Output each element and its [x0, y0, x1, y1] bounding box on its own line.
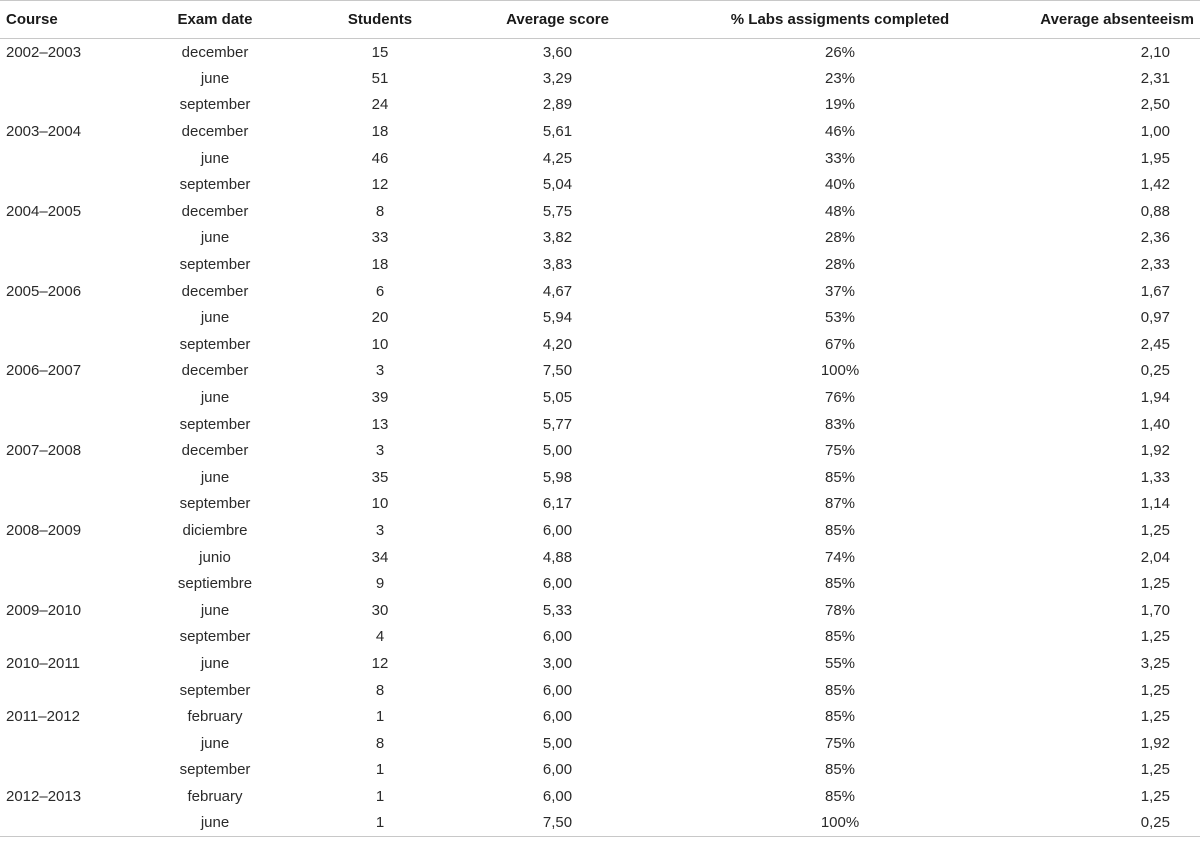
cell-students: 1: [310, 810, 450, 837]
table-row: [0, 331, 1200, 358]
cell-labs-completed: 40%: [824, 176, 856, 194]
cell-labs-completed: 85%: [824, 787, 856, 805]
cell-students: 34: [371, 548, 389, 566]
cell-average-absenteeism: 2,04: [1140, 548, 1170, 566]
cell-students: 35: [371, 468, 389, 486]
cell-exam-date: december: [181, 442, 249, 460]
table-row: [0, 145, 1200, 172]
table-header: [0, 1, 1200, 39]
header-row: [0, 1, 1200, 39]
cell-labs-completed: 85%: [824, 761, 856, 779]
cell-average-score: 2,89: [542, 96, 573, 114]
cell-students: 3: [375, 362, 385, 380]
cell-average-score: 3,60: [542, 43, 573, 61]
cell-average-absenteeism: 1,70: [1140, 601, 1170, 619]
cell-course: 2006–2007: [6, 362, 82, 380]
cell-course: [0, 384, 120, 411]
cell-average-score: 6,00: [542, 575, 573, 593]
cell-average-score: 3,29: [542, 69, 573, 87]
cell-course: [0, 411, 120, 438]
cell-exam-date: junio: [199, 548, 231, 566]
cell-students: 8: [375, 681, 385, 699]
cell-course: 2012–2013: [6, 787, 82, 805]
cell-average-absenteeism: 2,33: [1140, 256, 1170, 274]
cell-exam-date: september: [179, 681, 251, 699]
table-row: [0, 570, 1200, 597]
cell-students: 1: [375, 708, 385, 726]
cell-average-score: 4,20: [542, 335, 573, 353]
cell-average-absenteeism: 2,10: [1140, 43, 1170, 61]
cell-students: 18: [371, 256, 389, 274]
cell-average-absenteeism: 1,00: [1140, 123, 1170, 141]
cell-average-score: 6,00: [542, 628, 573, 646]
cell-average-absenteeism: 2,45: [1140, 335, 1170, 353]
cell-labs-completed: 78%: [824, 601, 856, 619]
cell-average-score: 6,00: [542, 521, 573, 539]
cell-course: [0, 677, 120, 704]
table-row: [0, 810, 1200, 837]
cell-exam-date: september: [179, 495, 251, 513]
cell-average-absenteeism: 1,42: [1140, 176, 1170, 194]
cell-average-absenteeism: 3,25: [1140, 654, 1170, 672]
cell-course: [0, 570, 120, 597]
cell-course: [0, 171, 120, 198]
cell-course: 2011–2012: [6, 708, 80, 726]
cell-students: 1: [375, 761, 385, 779]
cell-exam-date: september: [179, 628, 251, 646]
cell-course: [0, 145, 120, 172]
table-row: [0, 92, 1200, 119]
cell-labs-completed: 28%: [824, 229, 856, 247]
cell-course: [0, 65, 120, 92]
table-row: [0, 650, 1200, 677]
cell-labs-completed: 37%: [824, 282, 856, 300]
table-row: [0, 703, 1200, 730]
cell-students: 13: [371, 415, 389, 433]
cell-labs-completed: 23%: [824, 69, 856, 87]
cell-labs-completed: 85%: [824, 575, 856, 593]
column-header-average-absenteeism: Average absenteeism: [1015, 1, 1200, 39]
cell-average-score: 5,33: [542, 601, 573, 619]
cell-exam-date: june: [200, 69, 230, 87]
cell-exam-date: june: [200, 229, 230, 247]
table-row: [0, 411, 1200, 438]
cell-students: 3: [375, 521, 385, 539]
cell-course: [0, 544, 120, 571]
cell-average-absenteeism: 1,25: [1140, 708, 1170, 726]
cell-course: [0, 251, 120, 278]
cell-exam-date: september: [179, 256, 251, 274]
cell-students: 10: [371, 495, 389, 513]
cell-average-absenteeism: 1,14: [1140, 495, 1170, 513]
cell-exam-date: june: [200, 309, 230, 327]
cell-average-score: 5,00: [542, 442, 573, 460]
table-row: [0, 358, 1200, 385]
cell-average-absenteeism: 2,31: [1140, 69, 1170, 87]
table-row: [0, 65, 1200, 92]
cell-labs-completed: 75%: [824, 734, 856, 752]
cell-course: [0, 730, 120, 757]
cell-students: 39: [371, 389, 389, 407]
cell-students: 1: [375, 787, 385, 805]
cell-students: 33: [371, 229, 389, 247]
cell-average-absenteeism: 1,95: [1140, 149, 1170, 167]
cell-students: 4: [375, 628, 385, 646]
cell-average-score: 5,75: [542, 202, 573, 220]
cell-labs-completed: 28%: [824, 256, 856, 274]
table-row: [0, 491, 1200, 518]
cell-average-score: 3,82: [542, 229, 573, 247]
cell-average-absenteeism: 0,88: [1140, 202, 1170, 220]
cell-average-absenteeism: 2,36: [1140, 229, 1170, 247]
table-row: [0, 597, 1200, 624]
table-row: [0, 171, 1200, 198]
table-row: [0, 118, 1200, 145]
cell-course: 2007–2008: [6, 442, 82, 460]
cell-exam-date: june: [200, 468, 230, 486]
cell-labs-completed: 33%: [824, 149, 856, 167]
cell-students: 3: [375, 442, 385, 460]
cell-average-score: 5,61: [542, 123, 573, 141]
column-header-students: Students: [310, 1, 450, 39]
cell-students: 9: [375, 575, 385, 593]
cell-labs-completed: 85%: [824, 708, 856, 726]
cell-average-score: 3,83: [542, 256, 573, 274]
cell-course: 2010–2011: [6, 654, 80, 672]
cell-average-score: 6,00: [542, 761, 573, 779]
cell-average-score: 5,05: [542, 389, 573, 407]
cell-exam-date: december: [181, 43, 249, 61]
cell-students: 8: [375, 202, 385, 220]
cell-average-score: 6,00: [542, 708, 573, 726]
cell-labs-completed: 75%: [824, 442, 856, 460]
table-row: [0, 730, 1200, 757]
cell-average-absenteeism: 1,94: [1140, 389, 1170, 407]
cell-average-absenteeism: 1,92: [1140, 734, 1170, 752]
table-row: [0, 225, 1200, 252]
cell-labs-completed: 74%: [824, 548, 856, 566]
cell-labs-completed: 85%: [824, 468, 856, 486]
cell-labs-completed: 48%: [824, 202, 856, 220]
cell-average-score: 7,50: [542, 362, 573, 380]
cell-average-score: 6,17: [542, 495, 573, 513]
cell-average-absenteeism: 0,25: [1140, 362, 1170, 380]
cell-average-absenteeism: 1,67: [1140, 282, 1170, 300]
cell-exam-date: diciembre: [182, 521, 248, 539]
cell-exam-date: september: [179, 761, 251, 779]
cell-average-absenteeism: 1,25: [1140, 681, 1170, 699]
cell-labs-completed: 53%: [824, 309, 856, 327]
cell-labs-completed: 19%: [824, 96, 856, 114]
column-header-course: Course: [0, 1, 120, 39]
table-row: [0, 624, 1200, 651]
cell-exam-date: december: [181, 123, 249, 141]
cell-exam-date: june: [200, 389, 230, 407]
cell-labs-completed: 26%: [824, 43, 856, 61]
cell-course: 2005–2006: [6, 282, 82, 300]
cell-exam-date: septiembre: [177, 575, 253, 593]
cell-course: 2008–2009: [6, 521, 82, 539]
cell-students: 30: [371, 601, 389, 619]
cell-labs-completed: 85%: [824, 681, 856, 699]
table-row: [0, 278, 1200, 305]
cell-students: 8: [375, 734, 385, 752]
cell-course: [0, 624, 120, 651]
cell-average-absenteeism: 0,97: [1140, 309, 1170, 327]
table-row: [0, 39, 1200, 66]
cell-labs-completed: 100%: [820, 362, 860, 380]
cell-labs-completed: 85%: [824, 521, 856, 539]
cell-course: 2004–2005: [6, 202, 82, 220]
cell-average-score: 7,50: [450, 810, 665, 837]
cell-course: [0, 304, 120, 331]
cell-exam-date: february: [187, 787, 243, 805]
cell-average-absenteeism: 2,50: [1140, 96, 1170, 114]
cell-course: [0, 464, 120, 491]
cell-average-score: 6,00: [542, 681, 573, 699]
cell-course: 2002–2003: [6, 43, 82, 61]
table-row: [0, 517, 1200, 544]
table-row: [0, 304, 1200, 331]
cell-students: 20: [371, 309, 389, 327]
cell-exam-date: june: [200, 654, 230, 672]
cell-labs-completed: 76%: [824, 389, 856, 407]
cell-average-score: 5,94: [542, 309, 573, 327]
table-row: [0, 198, 1200, 225]
column-header-average-score: Average score: [450, 1, 665, 39]
cell-average-score: 5,04: [542, 176, 573, 194]
cell-exam-date: september: [179, 335, 251, 353]
cell-average-absenteeism: 0,25: [1015, 810, 1200, 837]
cell-average-score: 6,00: [542, 787, 573, 805]
cell-course: 2003–2004: [6, 123, 82, 141]
table-row: [0, 437, 1200, 464]
table-row: [0, 783, 1200, 810]
cell-course: [0, 331, 120, 358]
cell-average-absenteeism: 1,92: [1140, 442, 1170, 460]
cell-exam-date: september: [179, 415, 251, 433]
cell-average-score: 4,25: [542, 149, 573, 167]
cell-students: 12: [371, 176, 389, 194]
cell-students: 46: [371, 149, 389, 167]
table-row: [0, 464, 1200, 491]
table-body: [0, 39, 1200, 837]
cell-labs-completed: 85%: [824, 628, 856, 646]
table-row: [0, 251, 1200, 278]
cell-labs-completed: 100%: [665, 810, 1015, 837]
cell-course: 2009–2010: [6, 601, 82, 619]
cell-exam-date: december: [181, 362, 249, 380]
cell-students: 15: [371, 43, 389, 61]
table-row: [0, 544, 1200, 571]
cell-exam-date: december: [181, 202, 249, 220]
cell-average-absenteeism: 1,25: [1140, 628, 1170, 646]
cell-average-absenteeism: 1,25: [1140, 761, 1170, 779]
cell-average-score: 5,00: [542, 734, 573, 752]
cell-exam-date: june: [200, 734, 230, 752]
cell-average-score: 3,00: [542, 654, 573, 672]
cell-students: 24: [371, 96, 389, 114]
cell-average-absenteeism: 1,40: [1140, 415, 1170, 433]
cell-labs-completed: 55%: [824, 654, 856, 672]
cell-labs-completed: 67%: [824, 335, 856, 353]
cell-students: 10: [371, 335, 389, 353]
cell-average-score: 5,77: [542, 415, 573, 433]
cell-course: [0, 225, 120, 252]
cell-average-absenteeism: 1,25: [1140, 521, 1170, 539]
cell-exam-date: june: [200, 601, 230, 619]
cell-course: [0, 757, 120, 784]
cell-course: [0, 92, 120, 119]
table-row: [0, 677, 1200, 704]
cell-average-score: 4,88: [542, 548, 573, 566]
cell-exam-date: september: [179, 176, 251, 194]
column-header-labs-completed: % Labs assigments completed: [665, 1, 1015, 39]
cell-exam-date: february: [187, 708, 243, 726]
cell-exam-date: september: [179, 96, 251, 114]
cell-course: [0, 810, 120, 837]
cell-labs-completed: 87%: [824, 495, 856, 513]
cell-students: 51: [371, 69, 389, 87]
cell-labs-completed: 83%: [824, 415, 856, 433]
cell-students: 6: [375, 282, 385, 300]
cell-students: 18: [371, 123, 389, 141]
cell-exam-date: december: [181, 282, 249, 300]
cell-labs-completed: 46%: [824, 123, 856, 141]
cell-average-absenteeism: 1,25: [1140, 575, 1170, 593]
cell-course: [0, 491, 120, 518]
table-row: [0, 757, 1200, 784]
cell-students: 12: [371, 654, 389, 672]
cell-exam-date: june: [120, 810, 310, 837]
cell-exam-date: june: [200, 149, 230, 167]
column-header-exam-date: Exam date: [120, 1, 310, 39]
table-row: [0, 384, 1200, 411]
cell-average-score: 5,98: [542, 468, 573, 486]
cell-average-score: 4,67: [542, 282, 573, 300]
cell-average-absenteeism: 1,25: [1140, 787, 1170, 805]
cell-average-absenteeism: 1,33: [1140, 468, 1170, 486]
